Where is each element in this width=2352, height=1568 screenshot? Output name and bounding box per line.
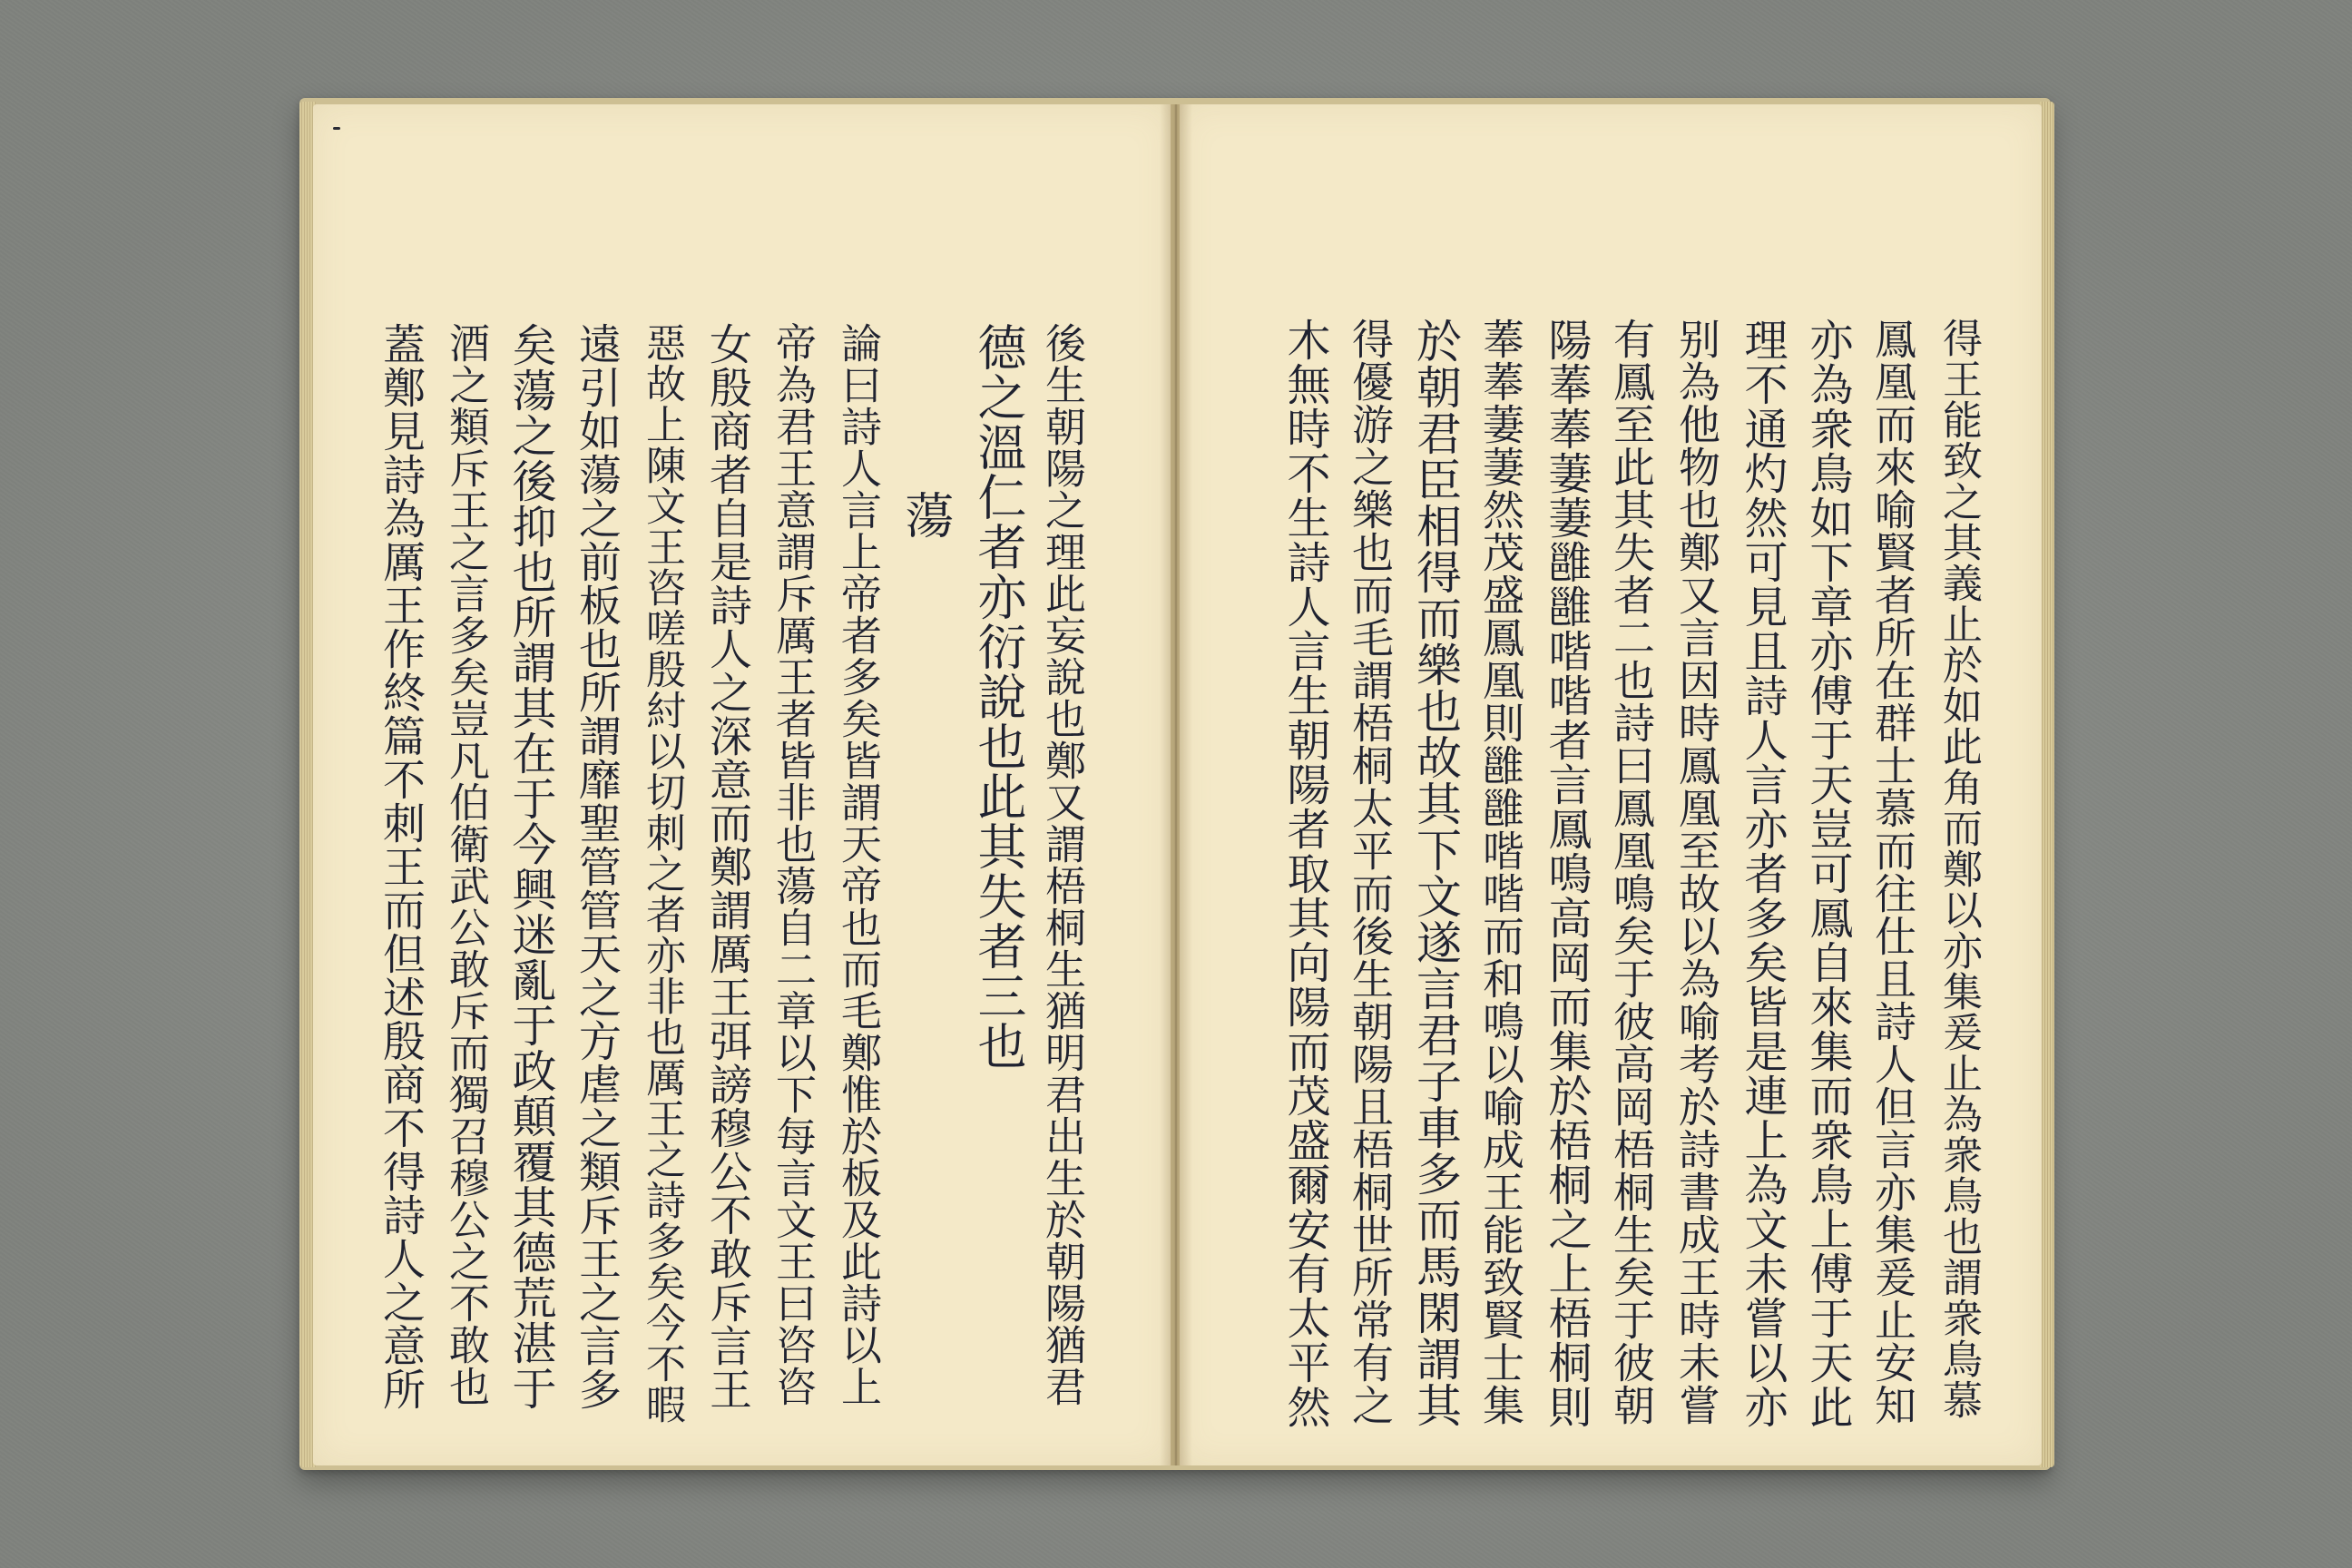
text-column: 矣蕩之後抑也所謂其在于今興迷亂于政顛覆其德荒湛于 — [505, 322, 557, 1411]
text-column: 酒之類斥王之言多矣豈凡伯衛武公敢斥而獨召穆公之不敢也 — [442, 322, 490, 1407]
text-column: 後生朝陽之理此妄說也鄭又謂梧桐生猶明君出生於朝陽猶君 — [1038, 322, 1086, 1407]
section-heading: 蕩 — [897, 490, 955, 540]
text-column: 帝為君王意謂斥厲王者皆非也蕩自二章以下每言文王曰咨咨 — [769, 322, 817, 1407]
right-page-edges — [2040, 102, 2054, 1467]
text-column: 理不通灼然可見且詩人言亦者多矣皆是連上為文未嘗以亦 — [1737, 318, 1788, 1429]
text-column: 木無時不生詩人言生朝陽者取其向陽而茂盛爾安有太平然 — [1279, 318, 1330, 1429]
right-page — [1180, 104, 2042, 1465]
text-column: 論曰詩人言上帝者多矣皆謂天帝也而毛鄭惟於板及此詩以上 — [834, 322, 882, 1407]
left-page — [313, 104, 1171, 1465]
show-through-text — [848, 268, 896, 311]
ink-mark — [333, 127, 340, 130]
text-column: 惡故上陳文王咨嗟殷紂以切刺之者亦非也厲王之詩多矣今不暇 — [639, 322, 685, 1425]
text-column: 别為他物也鄭又言因時鳳凰至故以為喻考於詩書成王時未嘗 — [1672, 318, 1721, 1426]
book-gutter — [1160, 104, 1192, 1465]
text-column: 遠引如蕩之前板也所謂靡聖管管天之方虐之類斥王之言多 — [572, 322, 622, 1411]
text-column: 陽菶菶萋萋雝雝喈喈者言鳳鳴高岡而集於梧桐之上梧桐則 — [1541, 318, 1592, 1429]
text-column: 得優游之樂也而毛謂梧桐太平而後生朝陽且梧桐世所常有之 — [1346, 318, 1395, 1426]
text-column: 鳳凰而來喻賢者所在群士慕而往仕且詩人但言亦集爰止安知 — [1868, 318, 1917, 1426]
text-column: 於朝君臣相得而樂也故其下文遂言君子車多而馬閑謂其 — [1409, 318, 1462, 1428]
text-column: 得王能致之其義止於如此角而鄭以亦集爰止為衆鳥也謂衆鳥慕 — [1936, 318, 1982, 1420]
text-column: 女殷商者自是詩人之深意而鄭謂厲王弭謗穆公不敢斥言王 — [702, 322, 752, 1411]
text-column: 蓋鄭見詩為厲王作終篇不刺王而但述殷商不得詩人之意所 — [376, 322, 426, 1411]
text-column: 亦為衆鳥如下章亦傅于天豈可鳳自來集而衆鳥上傅于天此 — [1802, 318, 1853, 1429]
text-column: 菶菶萋萋然茂盛鳳凰則雝雝喈喈而和鳴以喻成王能致賢士集 — [1476, 318, 1525, 1426]
text-column: 德之溫仁者亦衍說也此其失者三也 — [970, 322, 1027, 1071]
text-column: 有鳳至此其失者二也詩曰鳳凰鳴矣于彼高岡梧桐生矣于彼朝 — [1607, 318, 1656, 1426]
